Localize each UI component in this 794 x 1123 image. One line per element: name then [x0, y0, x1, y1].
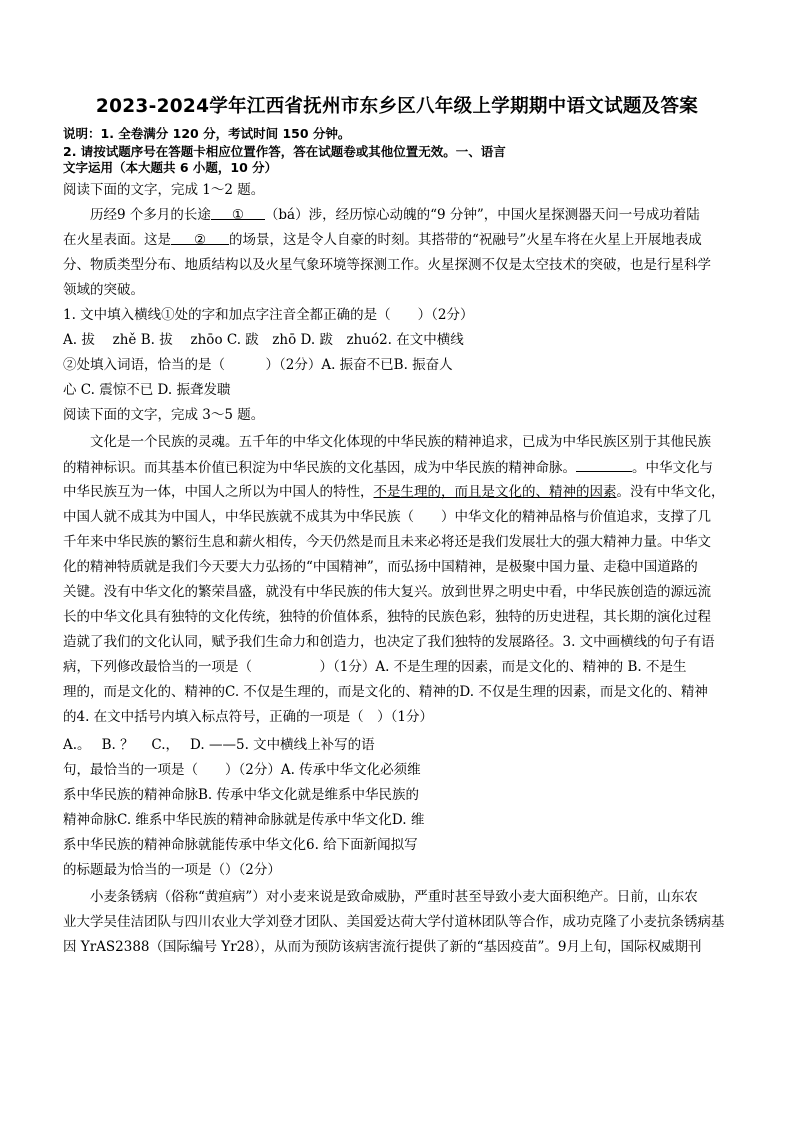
question-1-options: A. 拔 zhě B. 拔 zhōo C. 跋 zhō D. 跋 zhuó2. 在文中横线: [63, 332, 464, 348]
document-title: 2023-2024学年江西省抚州市东乡区八年级上学期期中语文试题及答案: [95, 96, 699, 117]
passage3-line-2: 业大学吴佳洁团队与四川农业大学刘登才团队、美国爱达荷大学付道林团队等合作，成功克隆了小麦抗条锈病基: [63, 914, 725, 930]
blank-1-label: ①: [231, 207, 244, 223]
blank-2: [171, 230, 229, 248]
question-1-stem: 1. 文中填入横线①处的字和加点字注音全都正确的是（ ）（2分）: [63, 307, 474, 323]
passage1-line-2: [63, 230, 702, 250]
question-2-stem: ②处填入词语，恰当的是（ ）（2分）A. 振奋不已B. 振奋人: [63, 357, 453, 373]
passage2-line-9: 造就了我们的文化认同，赋予我们生命力和创造力，也决定了我们独特的发展路径。3. 文中画横线的句子有语: [63, 634, 715, 650]
passage2-line-17: 系中华民族的精神命脉就能传承中华文化6. 给下面新闻拟写: [63, 837, 418, 853]
passage1-lead: 阅读下面的文字，完成 1～2 题。: [63, 182, 265, 198]
blank-sentence: [576, 457, 632, 472]
intro-line-1: 说明：1. 全卷满分 120 分，考试时间 150 分钟。: [63, 126, 351, 141]
passage1-text: 的场景，这是令人自豪的时刻。其搭带的“祝融号”火星车将在火星上开展地表成: [229, 232, 702, 248]
passage2-line-7: 关键。没有中华文化的繁荣昌盛，就没有中华民族的伟大复兴。放到世界之明史中看，中华民族创造的源远流: [63, 584, 711, 600]
passage2-line-2: [63, 457, 713, 478]
passage2-lead: 阅读下面的文字，完成 3～5 题。: [63, 407, 265, 423]
passage2-line-3: [63, 482, 725, 502]
passage2-line-5: 千年来中华民族的繁衍生息和薪火相传，今天仍然是而且未来必将还是我们发展壮大的强大精神力量。中华文: [63, 534, 711, 550]
passage2-line-16: 精神命脉C. 维系中华民族的精神命脉就是传承中华文化D. 维: [63, 812, 425, 828]
passage1-text: 历经9 个多月的长途: [90, 207, 211, 223]
passage2-line-11: 理的，而是文化的、精神的C. 不仅是生理的，而是文化的、精神的D. 不仅是生理的因素，而是文化的、精神: [63, 684, 708, 700]
passage2-line-13: A.。 B. ？ C.， D. ——5. 文中横线上补写的语: [63, 737, 375, 753]
question-2-options: 心 C. 震惊不已 D. 振聋发聩: [63, 382, 231, 398]
passage1-line-4: 领域的突破。: [63, 282, 144, 298]
underlined-sentence: 不是生理的，而且是文化的、精神的因素: [373, 484, 617, 500]
passage1-text: （bá）涉，经历惊心动魄的“9 分钟”，中国火星探测器天问一号成功着陆: [264, 207, 700, 223]
passage2-line-4: 中国人就不成其为中国人，中华民族就不成其为中华民族（ ）中华文化的精神品格与价值追求，支撑了几: [63, 509, 711, 525]
passage1-line-3: 分、物质类型分布、地质结构以及火星气象环境等探测工作。火星探测不仅是太空技术的突破，也是行星科学: [63, 257, 711, 273]
passage2-line-14: 句，最恰当的一项是（ ）（2分）A. 传承中华文化必须维: [63, 762, 421, 778]
passage2-text: 中华民族互为一体，中国人之所以为中国人的特性，: [63, 484, 374, 500]
passage2-line-12: 的4. 在文中括号内填入标点符号，正确的一项是（ ）（1分）: [63, 709, 434, 725]
passage2-line-6: 化的精神特质就是我们今天要大力弘扬的“中国精神”，而弘扬中国精神，是极聚中国力量、走稳中国道路的: [63, 559, 698, 575]
passage2-line-8: 长的中华文化具有独特的文化传统，独特的价值体系，独特的民族色彩，独特的历史进程，其长期的演化过程: [63, 609, 711, 625]
blank-1: [211, 205, 265, 223]
passage2-line-10: 病，下列修改最恰当的一项是（ ）（1分）A. 不是生理的因素，而是文化的、精神的 B. 不是生: [63, 659, 687, 675]
passage2-line-1: 文化是一个民族的灵魂。五千年的中华文化体现的中华民族的精神追求，已成为中华民族区别于其他民族: [90, 434, 711, 450]
passage1-text: 在火星表面。这是: [63, 232, 171, 248]
passage2-line-18: 的标题最为恰当的一项是（）（2分）: [63, 862, 281, 878]
passage3-line-3: 因 YrAS2388（国际编号 Yr28），从而为预防该病害流行提供了新的“基因疫苗”。9月上旬，国际权威期刊: [63, 939, 702, 955]
passage2-text: 。没有中华文化，: [616, 484, 725, 500]
passage2-line-15: 系中华民族的精神命脉B. 传承中华文化就是维系中华民族的: [63, 787, 420, 803]
intro-line-2: 2. 请按试题序号在答题卡相应位置作答，答在试题卷或其他位置无效。一、语言: [63, 144, 506, 159]
blank-2-label: ②: [193, 232, 207, 248]
passage2-text: 的精神标识。而其基本价值已积淀为中华民族的文化基因，成为中华民族的精神命脉。: [63, 460, 576, 476]
intro-line-3: 文字运用（本大题共 6 小题，10 分）: [63, 160, 278, 175]
passage2-text: 。中华文化与: [632, 460, 713, 476]
passage3-line-1: 小麦条锈病（俗称“黄疸病”）对小麦来说是致命威胁，严重时甚至导致小麦大面积绝产。日前，山东农: [90, 889, 698, 905]
passage1-line-1: [90, 205, 700, 225]
